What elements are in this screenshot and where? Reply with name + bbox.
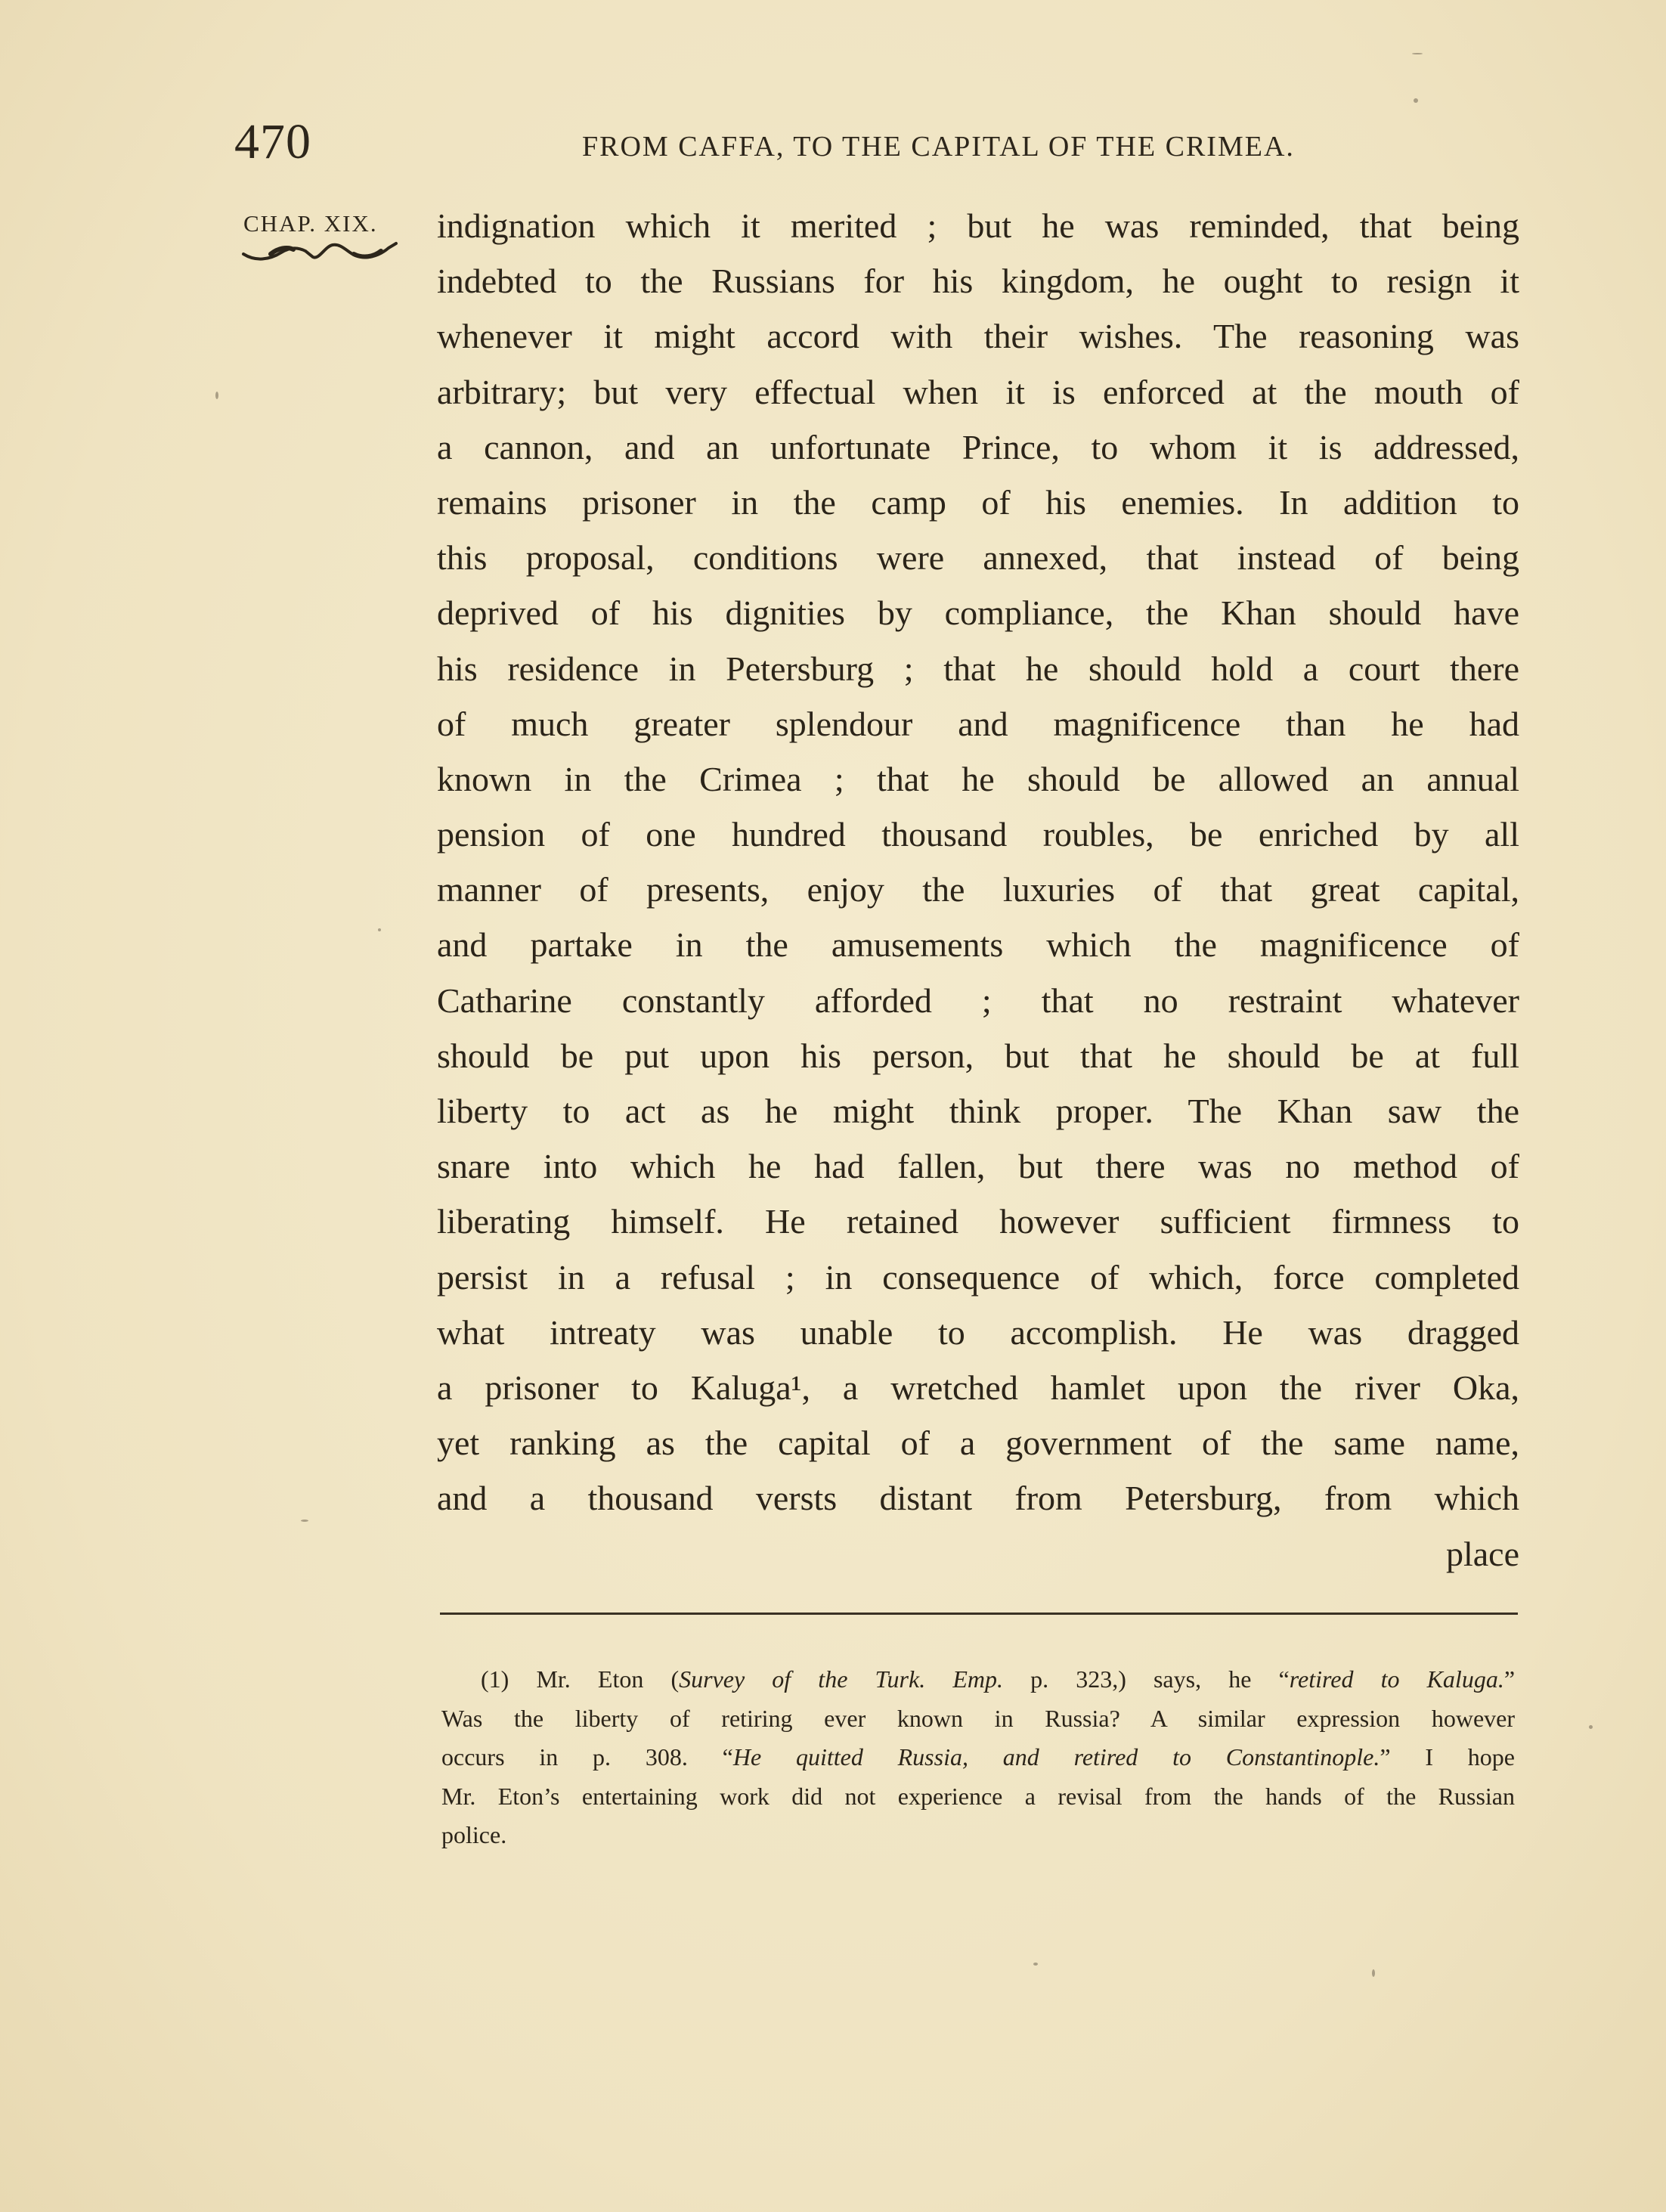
body-line: deprived of his dignities by compliance, the Khan should have xyxy=(437,593,1519,633)
paper-speck xyxy=(378,928,381,931)
footnote-line: Was the liberty of retiring ever known in Russia? A similar expression however xyxy=(441,1704,1515,1732)
footnote xyxy=(441,1660,1515,1855)
body-line: manner of presents, enjoy the luxuries of that great capital, xyxy=(437,870,1519,909)
body-line: indignation which it merited ; but he was reminded, that being xyxy=(437,206,1519,245)
body-line: persist in a refusal ; in consequence of which, force completed xyxy=(437,1257,1519,1297)
body-line: Catharine constantly afforded ; that no restraint whatever xyxy=(437,981,1519,1020)
body-line: should be put upon his person, but that he should be at full xyxy=(437,1036,1519,1075)
body-line: of much greater splendour and magnificence than he had xyxy=(437,704,1519,743)
body-line: liberating himself. He retained however sufficient firmness to xyxy=(437,1202,1519,1241)
footnote-rule xyxy=(440,1613,1518,1615)
footnote-quote: retired to Kaluga. xyxy=(1289,1665,1504,1693)
body-line: liberty to act as he might think proper. The Khan saw the xyxy=(437,1092,1519,1130)
body-line: arbitrary; but very effectual when it is enforced at the mouth of xyxy=(437,372,1519,411)
paper-speck xyxy=(301,1520,308,1522)
footnote-line: Mr. Eton’s entertaining work did not experience a revisal from the hands of the Russian xyxy=(441,1782,1515,1810)
footnote-quote: He quitted Russia, and retired to Constantinople. xyxy=(732,1743,1380,1771)
body-line: and partake in the amusements which the magnificence of xyxy=(437,925,1519,965)
paper-speck xyxy=(1589,1725,1593,1729)
body-text xyxy=(437,198,1519,1582)
body-line: whenever it might accord with their wishes. The reasoning was xyxy=(437,317,1519,356)
body-line: what intreaty was unable to accomplish. He was dragged xyxy=(437,1312,1519,1352)
body-line: snare into which he had fallen, but there was no method of xyxy=(437,1147,1519,1186)
footnote-text: ” I hope xyxy=(1380,1743,1516,1771)
body-line: and a thousand versts distant from Petersburg, from which xyxy=(437,1479,1519,1518)
footnote-text: p. 323,) says, he “ xyxy=(1002,1665,1290,1693)
body-line: this proposal, conditions were annexed, that instead of being xyxy=(437,538,1519,578)
page-number: 470 xyxy=(234,114,311,169)
body-line: pension of one hundred thousand roubles, be enriched by all xyxy=(437,815,1519,854)
paper-speck xyxy=(1372,1969,1375,1977)
body-line: a cannon, and an unfortunate Prince, to whom it is addressed, xyxy=(437,427,1519,466)
footnote-citation: Survey of the Turk. Emp. xyxy=(679,1665,1003,1693)
body-line: a prisoner to Kaluga¹, a wretched hamlet upon the river Oka, xyxy=(437,1368,1519,1407)
body-line: remains prisoner in the camp of his enemies. In addition to xyxy=(437,482,1519,522)
footnote-text: ” xyxy=(1503,1665,1516,1693)
footnote-line xyxy=(441,1738,1515,1777)
chapter-ornament-icon xyxy=(240,239,399,265)
footnote-text: occurs in p. 308. “ xyxy=(441,1743,733,1771)
catchword: place xyxy=(1445,1534,1519,1573)
body-line: indebted to the Russians for his kingdom, he ought to resign it xyxy=(437,262,1519,301)
footnote-line: police. xyxy=(441,1821,507,1848)
body-line: yet ranking as the capital of a government of the same name, xyxy=(437,1424,1519,1463)
footnote-marker: (1) xyxy=(481,1665,509,1693)
paper-speck xyxy=(1414,98,1418,103)
body-line: known in the Crimea ; that he should be allowed an annual xyxy=(437,759,1519,798)
footnote-text: Mr. Eton ( xyxy=(536,1665,680,1693)
paper-speck xyxy=(215,392,218,399)
paper-speck xyxy=(1033,1963,1038,1966)
footnote-line xyxy=(441,1660,1515,1699)
paper-speck xyxy=(1412,53,1423,54)
chapter-label: CHAP. XIX. xyxy=(243,210,378,237)
body-line: his residence in Petersburg ; that he should hold a court there xyxy=(437,649,1519,688)
running-head: FROM CAFFA, TO THE CAPITAL OF THE CRIMEA. xyxy=(582,131,1295,163)
